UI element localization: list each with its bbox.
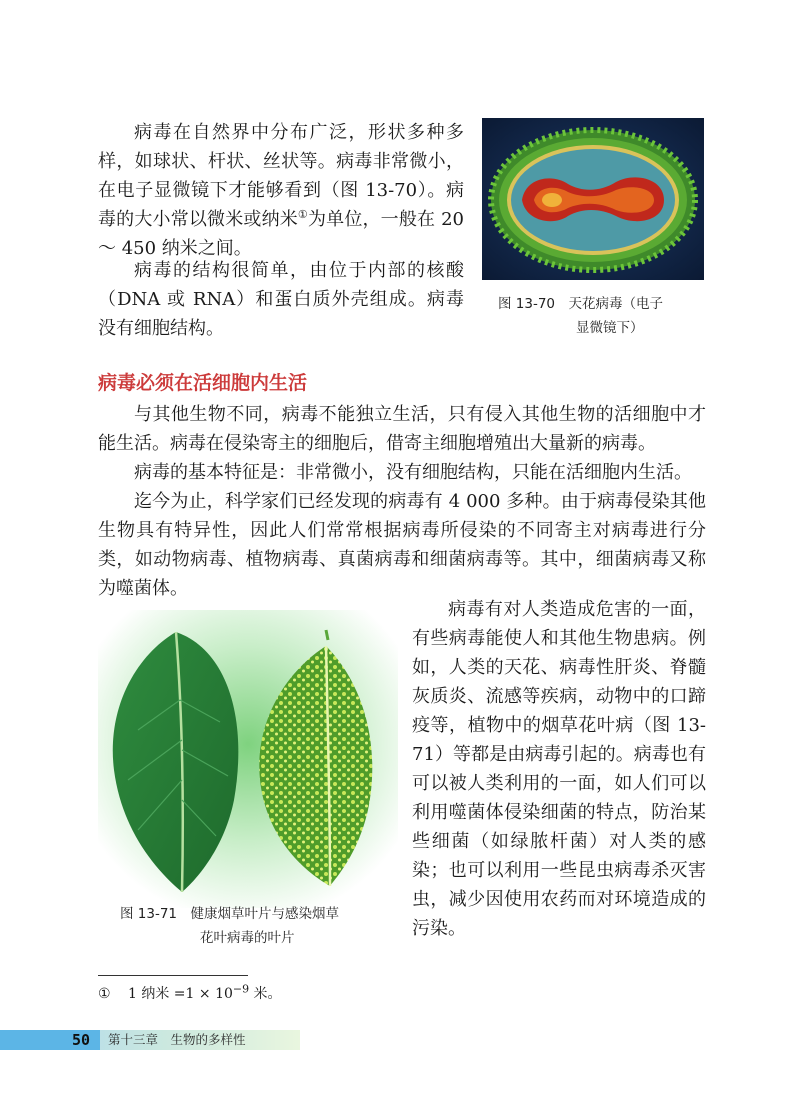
intro-paragraph-1-text-end: 为单位，一般在 20 ～ 450 纳米之间。 (98, 209, 464, 259)
page-footer (0, 1030, 300, 1050)
chapter-title: 第十三章 生物的多样性 (108, 1032, 246, 1047)
figure-13-71-caption-line-2: 花叶病毒的叶片 (200, 930, 295, 946)
footnote-text: 1 纳米 =1 × 10 (128, 986, 233, 1002)
footnote-reference: ① (297, 208, 308, 221)
tobacco-leaves-illustration (98, 610, 398, 908)
smallpox-virus-micrograph (482, 118, 704, 280)
section-paragraph-3: 迄今为止，科学家们已经发现的病毒有 4 000 多种。由于病毒侵染其他生物具有特异性，因此人们常常根据病毒所侵染的不同寄主对病毒进行分类，如动物病毒、植物病毒、真菌病毒和细菌病毒等。其中，细菌病毒又称为噬菌体。 (98, 491, 706, 599)
footnote-text-end: 米。 (249, 986, 282, 1002)
virus-micrograph-illustration (482, 118, 704, 280)
intro-paragraph-1-text: 病毒在自然界中分布广泛，形状多种多样，如球状、杆状、丝状等。病毒非常微小，在电子显微镜下才能够看到（图 13-70）。病毒的大小常以微米或纳米 (98, 122, 464, 230)
intro-paragraph-1 (98, 118, 464, 263)
footnote-exponent: −9 (232, 982, 250, 996)
figure-13-70-caption (498, 292, 708, 340)
figure-13-70-caption-line-2: 显微镜下） (576, 320, 644, 336)
section-paragraph-1: 与其他生物不同，病毒不能独立生活，只有侵入其他生物的活细胞中才能生活。病毒在侵染寄主的细胞后，借寄主细胞增殖出大量新的病毒。 (98, 404, 706, 454)
section-paragraph-4: 病毒有对人类造成危害的一面，有些病毒能使人和其他生物患病。例如，人类的天花、病毒性肝炎、脊髓灰质炎、流感等疾病，动物中的口蹄疫等，植物中的烟草花叶病（图 13-71）等都是由病毒引起的。病毒也有可以被人类利用的一面，如人们可以利用噬菌体侵染细菌的特点，防治某些细菌（如绿脓杆菌）对人类的感染；也可以利用一些昆虫病毒杀灭害虫，减少因使用农药而对环境造成的污染。 (412, 599, 706, 939)
figure-13-70-caption-line-1: 图 13-70 天花病毒（电子 (498, 296, 664, 312)
page-number: 50 (0, 1030, 100, 1050)
tobacco-leaves-photo (98, 610, 398, 908)
figure-13-71-caption-line-1: 图 13-71 健康烟草叶片与感染烟草 (120, 906, 340, 922)
figure-13-71-caption (120, 902, 410, 950)
intro-paragraph-2: 病毒的结构很简单，由位于内部的核酸（DNA 或 RNA）和蛋白质外壳组成。病毒没有细胞结构。 (98, 260, 464, 339)
section-heading: 病毒必须在活细胞内生活 (98, 372, 308, 394)
footnote-mark: ① (98, 986, 111, 1002)
footnote-rule (98, 975, 248, 976)
footnote (98, 984, 282, 1004)
section-paragraph-2: 病毒的基本特征是：非常微小，没有细胞结构，只能在活细胞内生活。 (134, 462, 692, 483)
